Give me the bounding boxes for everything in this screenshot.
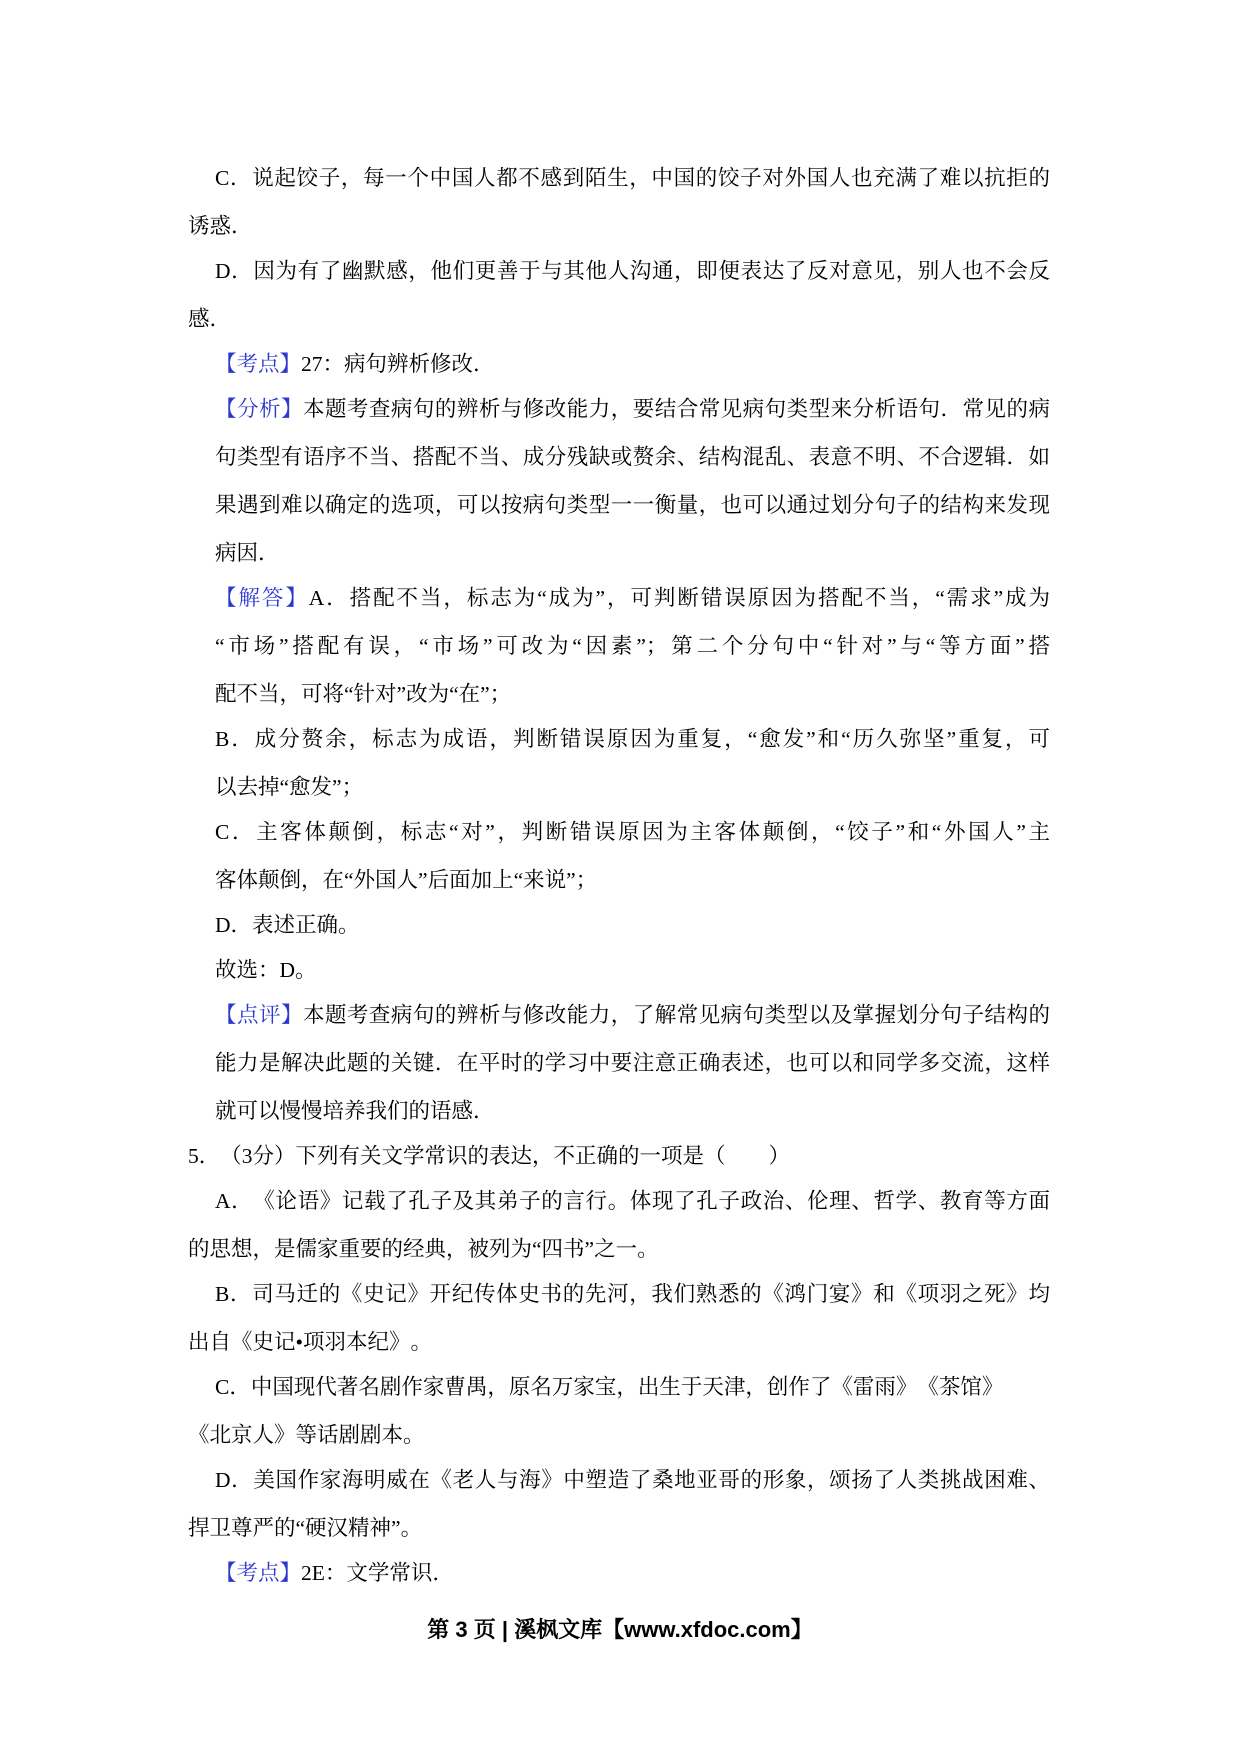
text-line: D．因为有了幽默感，他们更善于与其他人沟通，即便表达了反对意见，别人也不会反	[215, 259, 1050, 283]
text-line: C．说起饺子，每一个中国人都不感到陌生，中国的饺子对外国人也充满了难以抗拒的	[215, 166, 1050, 190]
text-line: 客体颠倒，在“外国人”后面加上“来说”；	[215, 868, 598, 892]
jieda-item-c	[188, 808, 1050, 904]
text-line: 果遇到难以确定的选项，可以按病句类型一一衡量，也可以通过划分句子的结构来发现	[215, 493, 1050, 517]
kaodian-text: 2E：文学常识．	[301, 1561, 454, 1585]
text-line	[188, 574, 1050, 622]
option-d	[188, 247, 1050, 343]
document-body	[188, 154, 1050, 1597]
fenxi-label: 【分析】	[215, 397, 303, 421]
kaodian-label: 【考点】	[215, 352, 302, 376]
text-line: 就可以慢慢培养我们的语感．	[215, 1099, 495, 1123]
question-stem	[188, 1132, 1050, 1180]
text-line: 出自《史记•项羽本纪》。	[188, 1330, 433, 1354]
text-line: 捍卫尊严的“硬汉精神”。	[188, 1516, 423, 1540]
text-line: 句类型有语序不当、搭配不当、成分残缺或赘余、结构混乱、表意不明、不合逻辑．如	[215, 445, 1050, 469]
text-line: D．表述正确。	[215, 913, 360, 937]
kaodian-text: 27：病句辨析修改．	[301, 352, 495, 376]
text-line: 以去掉“愈发”；	[215, 775, 364, 799]
text-line	[188, 385, 1050, 433]
text-line: 《北京人》等话剧剧本。	[188, 1423, 425, 1447]
jieda-item-a	[188, 574, 1050, 718]
dianping-label: 【点评】	[215, 1003, 303, 1027]
kaodian-label: 【考点】	[215, 1561, 302, 1585]
text-line: D．美国作家海明威在《老人与海》中塑造了桑地亚哥的形象，颂扬了人类挑战困难、	[215, 1468, 1050, 1492]
dianping-section	[188, 991, 1050, 1135]
jieda-label: 【解答】	[215, 586, 309, 610]
answer-conclusion	[188, 946, 1050, 994]
dianping-text: 本题考查病句的辨析与修改能力，了解常见病句类型以及掌握划分句子结构的	[302, 1003, 1050, 1027]
text-line: 5．（3分）下列有关文学常识的表达，不正确的一项是（ ）	[188, 1144, 791, 1168]
text-line: 病因．	[215, 541, 280, 565]
text-line: 感．	[188, 307, 232, 331]
fenxi-section	[188, 385, 1050, 577]
question-option-a	[188, 1177, 1050, 1273]
text-line: 的思想，是儒家重要的经典，被列为“四书”之一。	[188, 1237, 659, 1261]
text-line: C．中国现代著名剧作家曹禺，原名万家宝，出生于天津，创作了《雷雨》《茶馆》	[215, 1375, 1004, 1399]
text-line	[188, 1549, 1050, 1597]
option-c	[188, 154, 1050, 250]
text-line	[188, 991, 1050, 1039]
text-line	[188, 340, 1050, 388]
text-line: A．《论语》记载了孔子及其弟子的言行。体现了孔子政治、伦理、哲学、教育等方面	[215, 1189, 1050, 1213]
text-line: 配不当，可将“针对”改为“在”；	[215, 682, 512, 706]
text-line: “市场”搭配有误，“市场”可改为“因素”；第二个分句中“针对”与“等方面”搭	[215, 634, 1050, 658]
text-line: 故选：D。	[215, 958, 317, 982]
jieda-item-d	[188, 901, 1050, 949]
question-option-d	[188, 1456, 1050, 1552]
page-footer: 第 3 页 | 溪枫文库【www.xfdoc.com】	[427, 1617, 813, 1642]
jieda-text: A．搭配不当，标志为“成为”，可判断错误原因为搭配不当，“需求”成为	[308, 586, 1050, 610]
text-line: C．主客体颠倒，标志“对”，判断错误原因为主客体颠倒，“饺子”和“外国人”主	[215, 820, 1050, 844]
jieda-item-b	[188, 715, 1050, 811]
text-line: 诱惑．	[188, 214, 253, 238]
kaodian-section-q5	[188, 1549, 1050, 1597]
text-line: B．司马迁的《史记》开纪传体史书的先河，我们熟悉的《鸿门宴》和《项羽之死》均	[215, 1282, 1050, 1306]
kaodian-section	[188, 340, 1050, 388]
question-option-b	[188, 1270, 1050, 1366]
question-option-c	[188, 1363, 1050, 1459]
fenxi-text: 本题考查病句的辨析与修改能力，要结合常见病句类型来分析语句．常见的病	[302, 397, 1050, 421]
text-line: 能力是解决此题的关键．在平时的学习中要注意正确表述，也可以和同学多交流，这样	[215, 1051, 1050, 1075]
text-line: B．成分赘余，标志为成语，判断错误原因为重复，“愈发”和“历久弥坚”重复，可	[215, 727, 1050, 751]
